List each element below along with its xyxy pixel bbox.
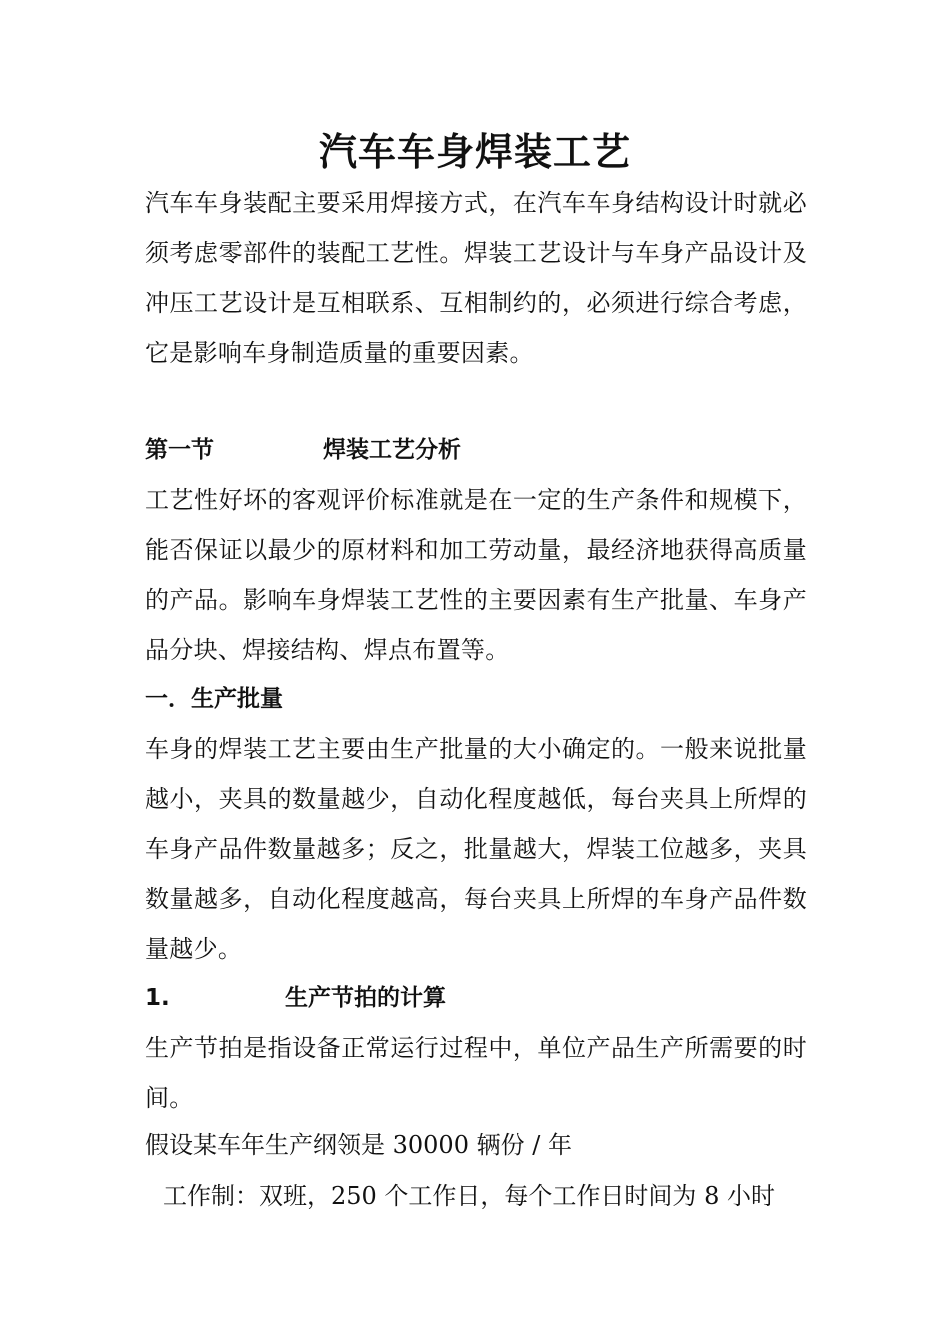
section-number: 第一节 [145, 437, 214, 463]
item-number: 1. [145, 985, 170, 1011]
section-heading [145, 430, 461, 470]
intro-paragraph: 汽车车身装配主要采用焊接方式，在汽车车身结构设计时就必须考虑零部件的装配工艺性。焊装工艺设计与车身产品设计及冲压工艺设计是互相联系、互相制约的，必须进行综合考虑，它是影响车身制造质量的重要因素。 [145, 189, 807, 367]
item-heading [145, 978, 446, 1018]
shift-line: 工作制：双班，250 个工作日，每个工作日时间为 8 小时 [163, 1182, 775, 1210]
section-title: 焊装工艺分析 [323, 437, 461, 463]
document-title: 汽车车身焊装工艺 [318, 130, 631, 174]
subsection-heading: 一．生产批量 [145, 686, 283, 712]
section-paragraph: 工艺性好坏的客观评价标准就是在一定的生产条件和规模下，能否保证以最少的原材料和加工劳动量，最经济地获得高质量的产品。影响车身焊装工艺性的主要因素有生产批量、车身产品分块、焊接结构、焊点布置等。 [145, 486, 807, 664]
item-paragraph: 生产节拍是指设备正常运行过程中，单位产品生产所需要的时间。 [145, 1034, 807, 1112]
subsection-paragraph: 车身的焊装工艺主要由生产批量的大小确定的。一般来说批量越小，夹具的数量越少，自动化程度越低，每台夹具上所焊的车身产品件数量越多；反之，批量越大，焊装工位越多，夹具数量越多，自动化程度越高，每台夹具上所焊的车身产品件数量越少。 [145, 735, 807, 963]
assumption-line: 假设某车年生产纲领是 30000 辆份 / 年 [145, 1131, 572, 1159]
item-title: 生产节拍的计算 [285, 985, 446, 1011]
